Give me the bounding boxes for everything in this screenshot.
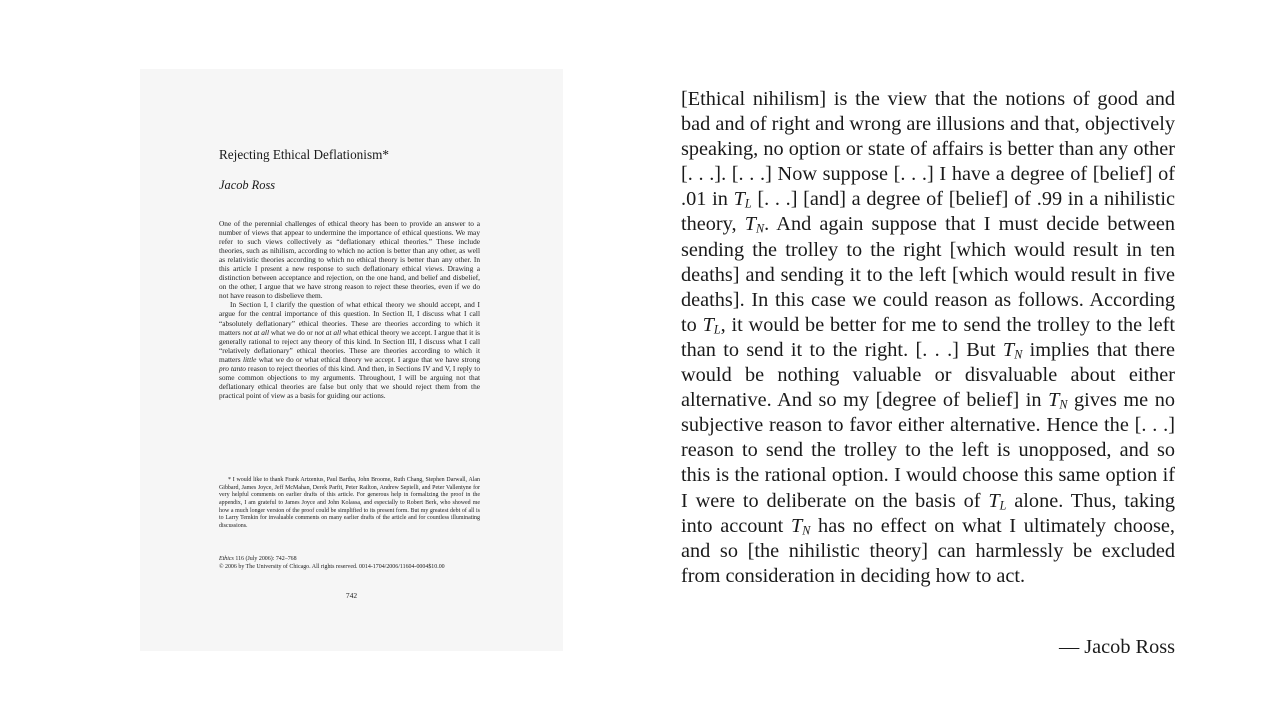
paper-citation [219, 556, 481, 571]
copyright-line: © 2006 by The University of Chicago. All rights reserved. 0014-1704/2006/11604-0004$10.00 [219, 563, 445, 570]
citation-details: 116 (July 2006): 742–768 [233, 556, 297, 562]
citation-journal: Ethics [219, 556, 234, 562]
quote-attribution: — Jacob Ross [1058, 636, 1175, 658]
quote-block [681, 87, 1175, 589]
citation-line [219, 556, 481, 564]
paper-footnote: * I would like to thank Frank Artzenius, Paul Bartha, John Broome, Ruth Chang, Stephen Darwall, Alan Gibbard, James Joyce, Jeff McMahan, Derek Parfit, Peter Railton, Andrew Sepielli, and Peter Vallentyne for very helpful comments on earlier drafts of this article. For generous help in formalizing the proof in the appendix, I am grateful to James Joyce and John Kolassa, and especially to Robert Berk, who showed me how a much longer version of the proof could be simplified to its present form. But my greatest debt of all is to Larry Temkin for invaluable comments on many earlier drafts of the article and for countless illuminating discussions. [219, 477, 480, 529]
paper-abstract [219, 219, 480, 400]
abstract-paragraph-2: In Section I, I clarify the question of what ethical theory we should accept, and I argue for the central importance of this question. In Section II, I discuss what I call “absolutely deflationary” ethical theories. These are theories according to which it matters not at all what we do or not at all what ethical theory we accept. I argue that it is generally rational to reject any theory of this kind. In Section III, I discuss what I call “relatively deflationary” ethical theories. These are theories according to which it matters little what we do or what ethical theory we accept. I argue that we have strong pro tanto reason to reject theories of this kind. And then, in Sections IV and V, I reply to some common objections to my arguments. Throughout, I will be arguing not that deflationary ethical theories are false but only that we should reject them from the practical point of view as a basis for guiding our actions. [219, 300, 481, 400]
paper-author: Jacob Ross [219, 178, 276, 192]
quote-text: [Ethical nihilism] is the view that the notions of good and bad and of right and wrong are illusions and that, objectively speaking, no option or state of affairs is better than any other [. . .]. [. . .] Now suppose [. . .] I have a degree of [belief] of .01 in $T_L$ [. . .] [and] a degree of [belief] of .99 in a nihilistic theory, $T_N$. And again suppose that I must decide between sending the trolley to the right [which would result in ten deaths] and sending it to the left [which would result in five deaths]. In this case we could reason as follows. According to $T_L$, it would be better for me to send the trolley to the left than to send it to the right. [. . .] But $T_N$ implies that there would be nothing valuable or disvaluable about either alternative. And so my [degree of belief] in $T_N$ gives me no subjective reason to favor either alternative. Hence the [. . .] reason to send the trolley to the left is unopposed, and so this is the rational option. I would choose this same option if I were to deliberate on the basis of $T_L$ alone. Thus, taking into account $T_N$ has no effect on what I ultimately choose, and so [the nihilistic theory] can harmlessly be excluded from consideration in deciding how to act. [681, 88, 1175, 587]
page-number: 742 [345, 591, 358, 600]
paper-title: Rejecting Ethical Deflationism* [219, 147, 389, 162]
abstract-paragraph-1: One of the perennial challenges of ethical theory has been to provide an answer to a number of views that appear to undermine the importance of ethical questions. We may refer to such views collectively as “deflationary ethical theories.” These include theories, such as nihilism, according to which no action is better than any other, as well as relativistic theories according to which no ethical theory is better than any other. In this article I present a new response to such deflationary ethical views. Drawing a distinction between acceptance and rejection, on the one hand, and belief and disbelief, on the other, I argue that we have strong reason to reject these theories, even if we do not have reason to disbelieve them. [219, 219, 480, 301]
paper-page-image [140, 69, 563, 651]
